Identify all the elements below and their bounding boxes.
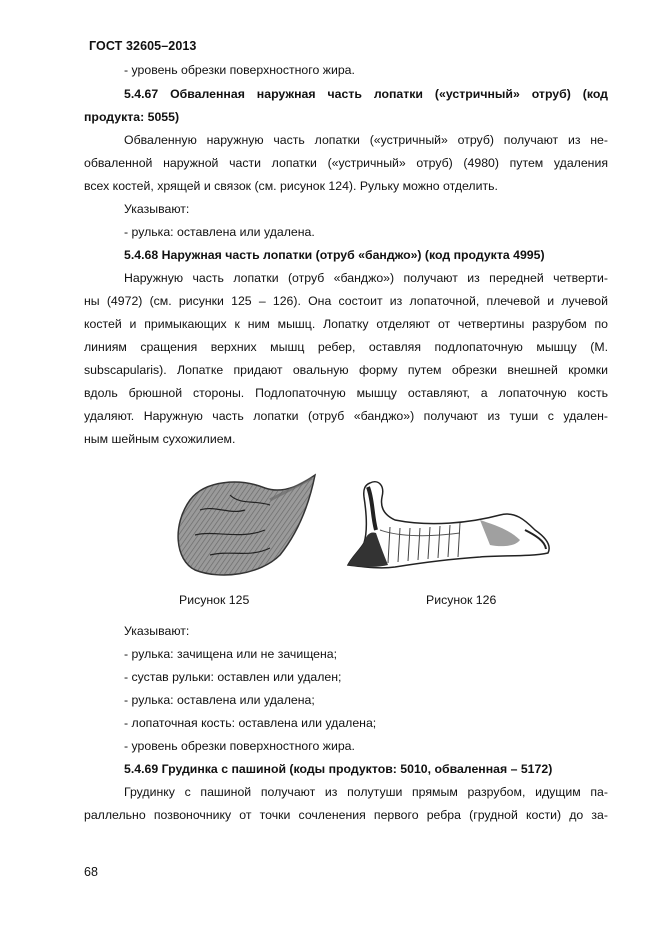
list-item: - уровень обрезки поверхностного жира. bbox=[124, 739, 355, 753]
list-item: - рулька: оставлена или удалена. bbox=[124, 225, 315, 239]
indicate-label: Указывают: bbox=[124, 202, 190, 216]
list-item: - рулька: зачищена или не зачищена; bbox=[124, 647, 338, 661]
paragraph-line: обваленной наружной части лопатки («устричный» отруб) (4980) путем удаления bbox=[84, 156, 608, 170]
section-heading-5469: 5.4.69 Грудинка с пашиной (коды продуктов: 5010, обваленная – 5172) bbox=[124, 762, 553, 776]
section-heading-5467-cont: продукта: 5055) bbox=[84, 110, 180, 124]
figure-125-image bbox=[170, 470, 320, 582]
paragraph-line: всех костей, хрящей и связок (см. рисунок 124). Рульку можно отделить. bbox=[84, 179, 498, 193]
paragraph-line: удаляют. Наружную часть лопатки (отруб «банджо») получают из туши с удален- bbox=[84, 409, 608, 423]
figure-126-image bbox=[340, 475, 555, 575]
paragraph-line: костей и примыкающих к ним мышц. Лопатку отделяют от четвертины разрубом по bbox=[84, 317, 608, 331]
indicate-label: Указывают: bbox=[124, 624, 190, 638]
paragraph-line: subscapularis). Лопатке придают овальную форму путем обрезки внешней кромки bbox=[84, 363, 608, 377]
list-item: - сустав рульки: оставлен или удален; bbox=[124, 670, 342, 684]
list-item: - рулька: оставлена или удалена; bbox=[124, 693, 315, 707]
paragraph-line: Обваленную наружную часть лопатки («устричный» отруб) получают из не- bbox=[124, 133, 608, 147]
paragraph-line: ны (4972) (см. рисунки 125 – 126). Она состоит из лопаточной, плечевой и лучевой bbox=[84, 294, 608, 308]
paragraph-line: раллельно позвоночнику от точки сочленения первого ребра (грудной кости) до за- bbox=[84, 808, 608, 822]
paragraph-line: ным шейным сухожилием. bbox=[84, 432, 236, 446]
document-header: ГОСТ 32605–2013 bbox=[89, 39, 197, 53]
section-heading-5468: 5.4.68 Наружная часть лопатки (отруб «банджо») (код продукта 4995) bbox=[124, 248, 545, 262]
section-heading-5467: 5.4.67 Обваленная наружная часть лопатки («устричный» отруб) (код bbox=[124, 87, 608, 101]
page-number: 68 bbox=[84, 865, 98, 879]
paragraph-line: линиям сращения верхних мышц ребер, оставляя подлопаточную мышцу (M. bbox=[84, 340, 608, 354]
paragraph-line: Грудинку с пашиной получают из полутуши прямым разрубом, идущим па- bbox=[124, 785, 608, 799]
figure-126-caption: Рисунок 126 bbox=[426, 593, 497, 607]
paragraph-line: Наружную часть лопатки (отруб «банджо») получают из передней четверти- bbox=[124, 271, 608, 285]
list-item: - уровень обрезки поверхностного жира. bbox=[124, 63, 355, 77]
paragraph-line: вдоль брюшной стороны. Подлопаточную мышцу оставляют, а лопаточную кость bbox=[84, 386, 608, 400]
list-item: - лопаточная кость: оставлена или удалена; bbox=[124, 716, 377, 730]
figure-125-caption: Рисунок 125 bbox=[179, 593, 250, 607]
